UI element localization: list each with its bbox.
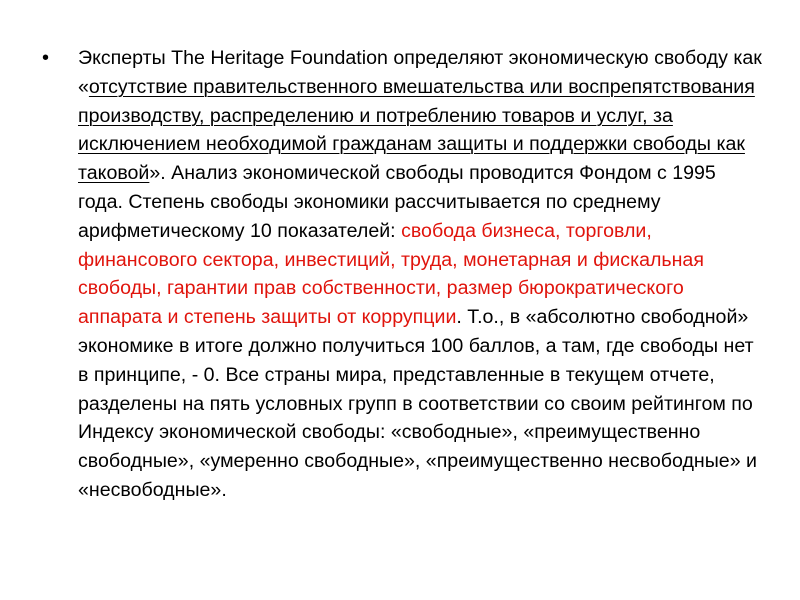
- conclusion-text: . Т.о., в «абсолютно свободной» экономике в итоге должно получиться 100 баллов, а там, где свободы нет в принципе, - 0. Все страны мира, представленные в текущем отчете, разделены на пять условных групп в соответствии со своим рейтингом по Индексу экономической свободы: «свободные», «преимущественно свободные», «умеренно свободные», «преимущественно несвободные» и «несвободные».: [78, 306, 757, 501]
- underlined-definition: отсутствие правительственного вмешательства или воспрепятствования производству, распределению и потреблению товаров и услуг, за исключением необходимой гражданам защиты и поддержки свободы как таковой: [78, 75, 755, 185]
- red-indicators-list: свобода бизнеса, торговли, финансового сектора, инвестиций, труда, монетарная и фискальная свободы, гарантии прав собственности, размер бюрократического аппарата и степень защиты от коррупции: [78, 219, 704, 329]
- bullet-paragraph: [42, 44, 762, 505]
- after-definition-text: ». Анализ экономической свободы проводится Фондом с 1995 года. Степень свободы экономики рассчитывается по среднему арифметическому 10 показателей:: [78, 162, 716, 242]
- paragraph-text: [78, 44, 762, 505]
- bullet-marker: •: [42, 47, 50, 69]
- intro-text: Эксперты The Heritage Foundation определяют экономическую свободу как «: [78, 47, 762, 98]
